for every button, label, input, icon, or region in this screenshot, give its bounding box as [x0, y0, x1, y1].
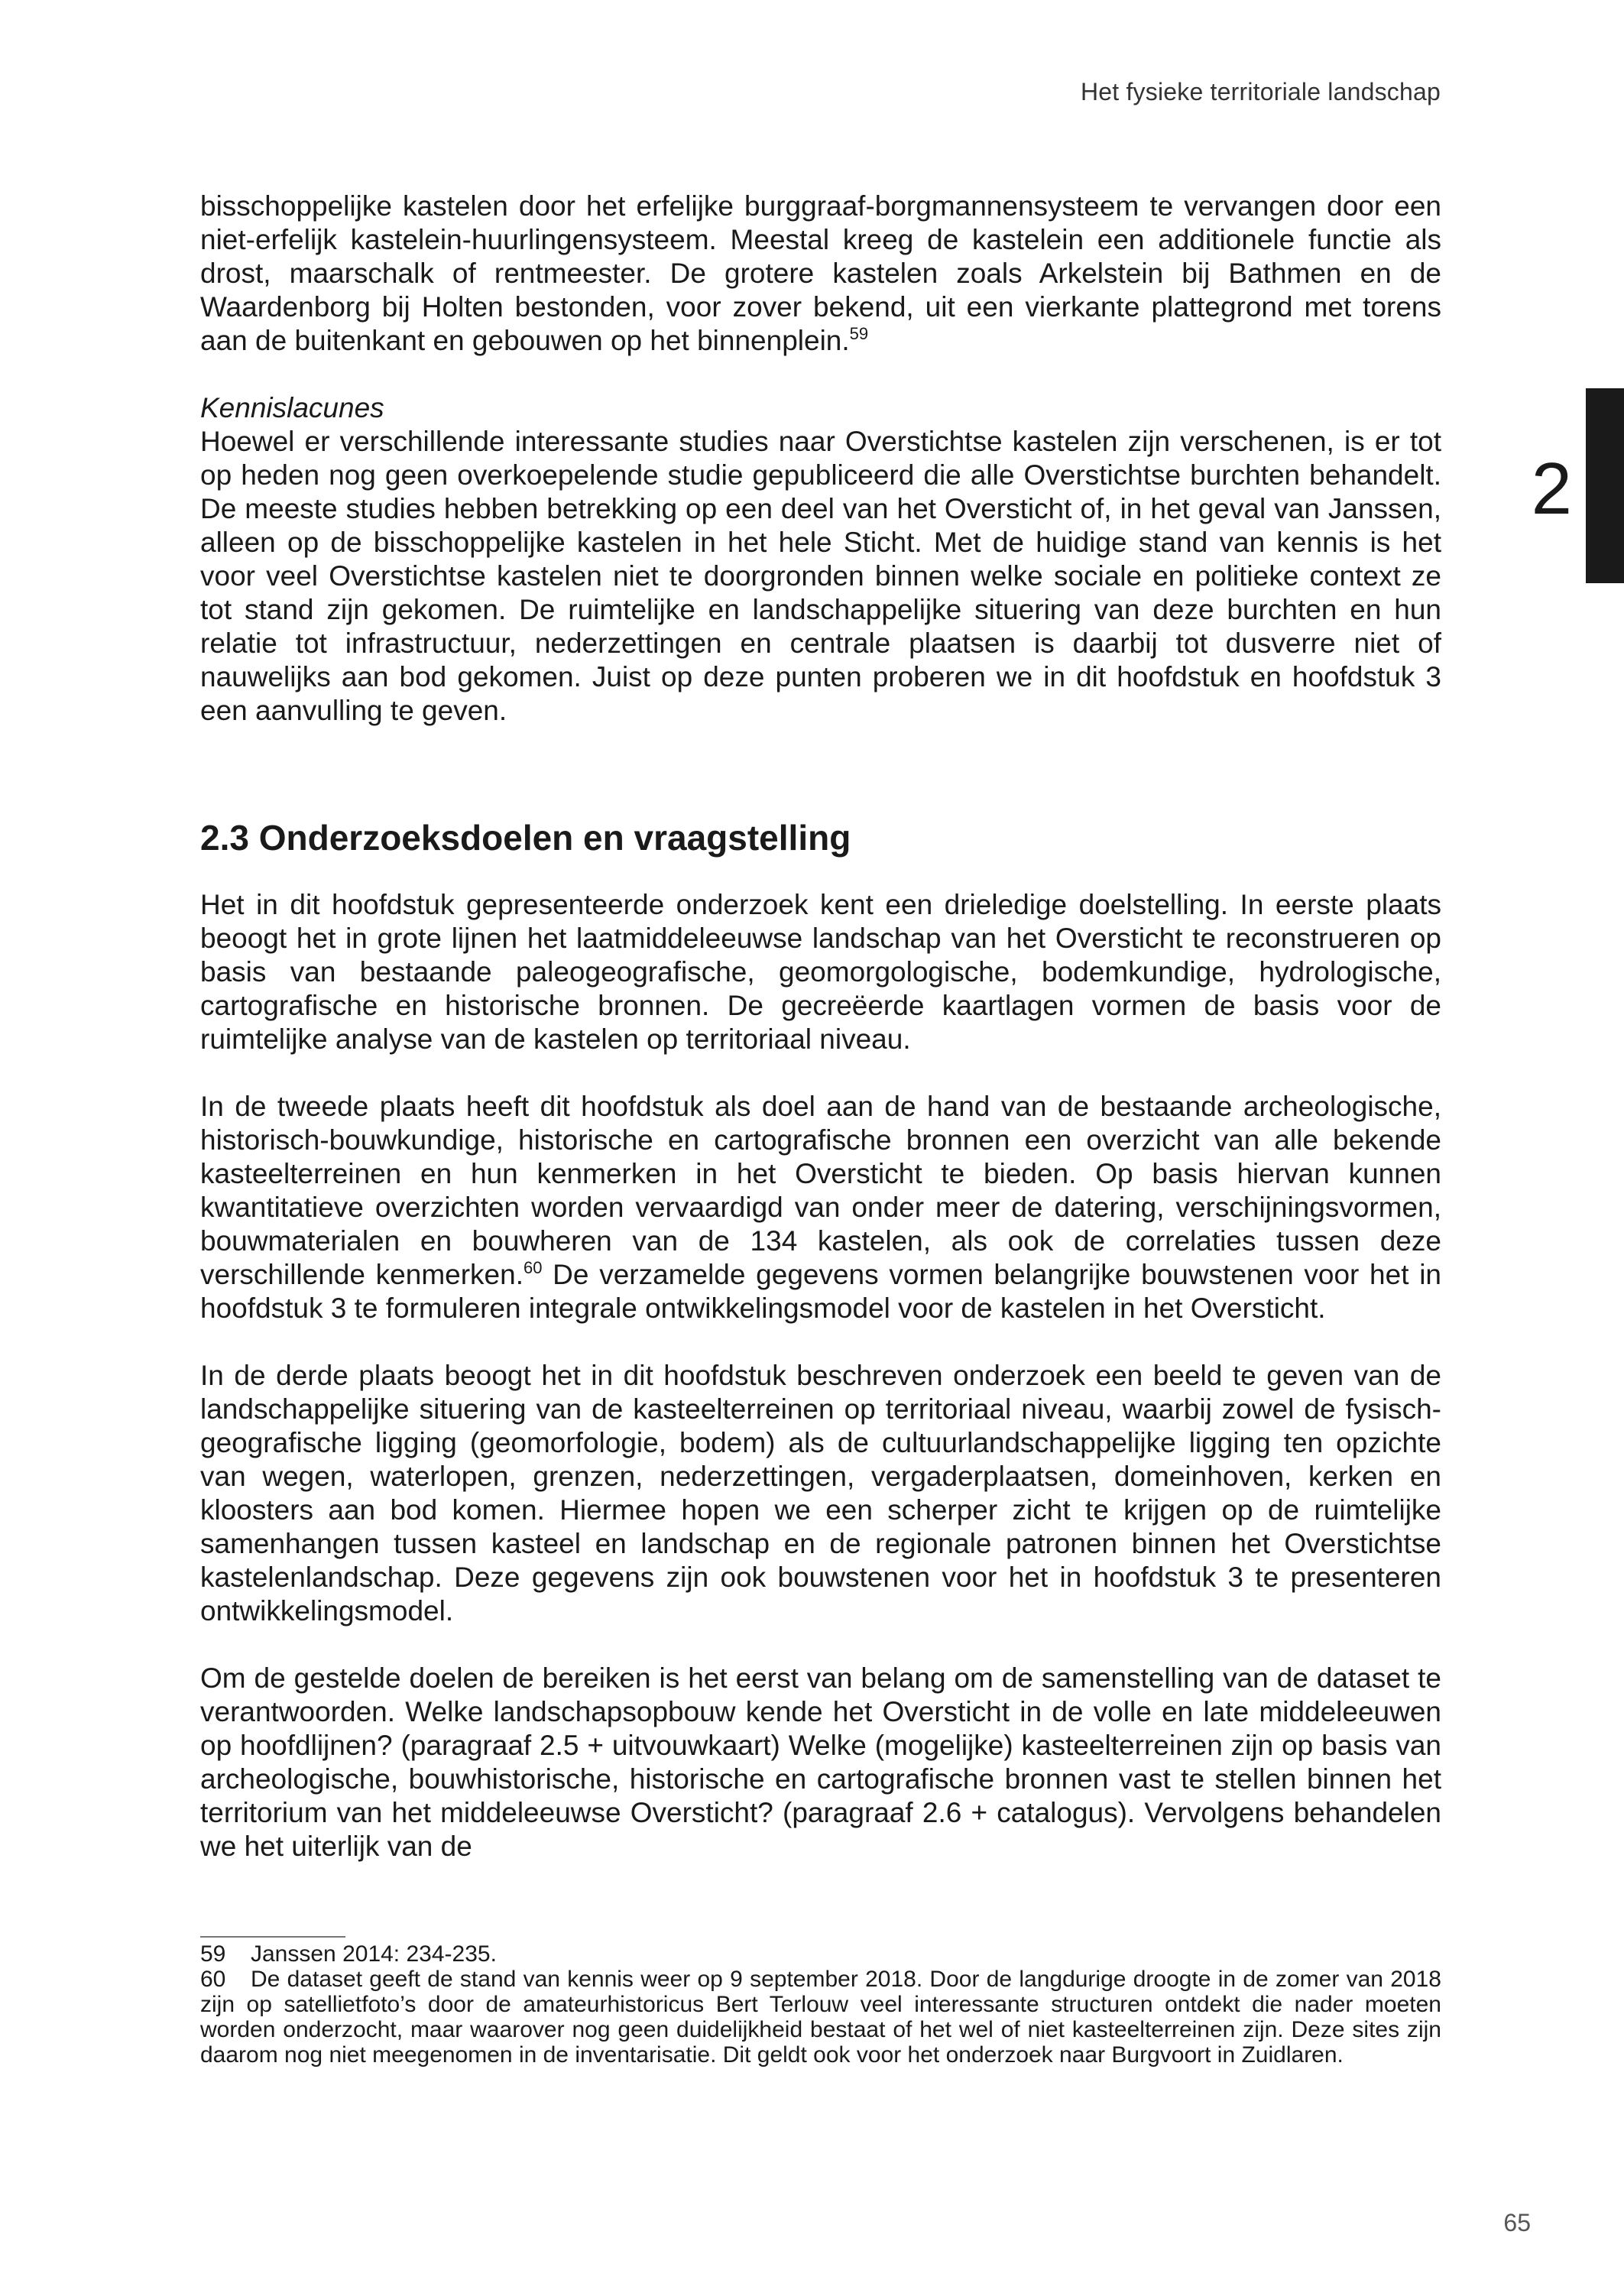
page-number: 65	[1503, 2209, 1531, 2236]
footnote-reference[interactable]: 59	[849, 324, 869, 343]
footnote-number: 59	[200, 1941, 226, 1967]
chapter-number: 2	[1531, 448, 1572, 530]
running-header-title: Het fysieke territoriale landschap	[1080, 78, 1441, 105]
paragraph-text: De verzamelde gegevens vormen belangrijke bouwstenen voor het in hoofdstuk 3 te formuleren integrale ontwikkelingsmodel voor de kastelen in het Oversticht.	[200, 1259, 1442, 1324]
paragraph-text: In de tweede plaats heeft dit hoofdstuk als doel aan de hand van de bestaande archeologische, historisch-bouwkundige, historische en cartografische bronnen een overzicht van alle bekende kasteelterreinen en hun kenmerken in het Oversticht te bieden. Op basis hiervan kunnen kwantitatieve overzichten worden vervaardigd van onder meer de datering, verschijningsvormen, bouwmaterialen en bouwheren van de 134 kastelen, als ook de correlaties tussen deze verschillende kenmerken.	[200, 1091, 1441, 1290]
footnote-number: 60	[200, 1967, 226, 1992]
main-text	[200, 190, 1441, 1863]
footnote-reference[interactable]: 60	[523, 1258, 543, 1277]
chapter-thumb-tab	[1586, 388, 1624, 583]
paragraph-goal-one: Het in dit hoofdstuk gepresenteerde onderzoek kent een drieledige doelstelling. In eerste plaats beoogt het in grote lijnen het laatmiddeleeuwse landschap van het Oversticht te reconstrueren op basis van bestaande paleogeografische, geomorgologische, bodemkundige, hydrologische, cartografische en historische bronnen. De gecreëerde kaartlagen vormen de basis voor de ruimtelijke analyse van de kastelen op territoriaal niveau.	[200, 889, 1441, 1055]
paragraph-goal-two	[200, 1090, 1441, 1325]
paragraph-goal-three: In de derde plaats beoogt het in dit hoofdstuk beschreven onderzoek een beeld te geven van de landschappelijke situering van de kasteelterreinen op territoriaal niveau, waarbij zowel de fysisch-geografische ligging (geomorfologie, bodem) als de cultuurlandschappelijke ligging ten opzichte van wegen, waterlopen, grenzen, nederzettingen, vergaderplaatsen, domeinhoven, kerken en kloosters aan bod komen. Hiermee hopen we een scherper zicht te krijgen op de ruimtelijke samenhangen tussen kasteel en landschap en de regionale patronen binnen het Overstichtse kastelenlandschap. Deze gegevens zijn ook bouwstenen voor het in hoofdstuk 3 te presenteren ontwikkelingsmodel.	[200, 1360, 1441, 1627]
footnote-59	[200, 1941, 1441, 1967]
paragraph-knowledge-gaps: Hoewel er verschillende interessante studies naar Overstichtse kastelen zijn verschenen, is er tot op heden nog geen overkoepelende studie gepubliceerd die alle Overstichtse burchten behandelt. De meeste studies hebben betrekking op een deel van het Oversticht of, in het geval van Janssen, alleen op de bisschoppelijke kastelen in het hele Sticht. Met de huidige stand van kennis is het voor veel Overstichtse kastelen niet te doorgronden binnen welke sociale en politieke context ze tot stand zijn gekomen. De ruimtelijke en landschappelijke situering van deze burchten en hun relatie tot infrastructuur, nederzettingen en centrale plaatsen is daarbij tot dusverre niet of nauwelijks aan bod gekomen. Juist op deze punten proberen we in dit hoofdstuk en hoofdstuk 3 een aanvulling te geven.	[200, 426, 1441, 726]
subheading-kennislacunes: Kennislacunes	[200, 392, 384, 423]
paragraph-method: Om de gestelde doelen de bereiken is het eerst van belang om de samenstelling van de dataset te verantwoorden. Welke landschapsopbouw kende het Oversticht in de volle en late middeleeuwen op hoofdlijnen? (paragraaf 2.5 + uitvouwkaart) Welke (mogelijke) kasteelterreinen zijn op basis van archeologische, bouwhistorische, historische en cartografische bronnen vast te stellen binnen het territorium van het middeleeuwse Oversticht? (paragraaf 2.6 + catalogus). Vervolgens behandelen we het uiterlijk van de	[200, 1662, 1441, 1862]
footnote-divider	[200, 1936, 345, 1938]
footnote-60	[200, 1967, 1441, 2068]
footnotes	[200, 1941, 1441, 2068]
section-title: 2.3 Onderzoeksdoelen en vraagstelling	[200, 818, 851, 858]
footnote-text: De dataset geeft de stand van kennis weer op 9 september 2018. Door de langdurige droogte in de zomer van 2018 zijn op satellietfoto’s door de amateurhistoricus Bert Terlouw veel interessante structuren ontdekt die nader moeten worden onderzocht, maar waarover nog geen duidelijkheid bestaat of het wel of niet kasteelterreinen zijn. Deze sites zijn daarom nog niet meegenomen in de inventarisatie. Dit geldt ook voor het onderzoek naar Burgvoort in Zuidlaren.	[200, 1967, 1441, 2068]
paragraph-castles-continued	[200, 190, 1441, 358]
paragraph-text: bisschoppelijke kastelen door het erfelijke burggraaf-borgmannensysteem te vervangen door een niet-erfelijk kastelein-huurlingensysteem. Meestal kreeg de kastelein een additionele functie als drost, maarschalk of rentmeester. De grotere kastelen zoals Arkelstein bij Bathmen en de Waardenborg bij Holten bestonden, voor zover bekend, uit een vierkante plattegrond met torens aan de buitenkant en gebouwen op het binnenplein.	[200, 190, 1441, 356]
footnote-text: Janssen 2014: 234-235.	[251, 1941, 497, 1967]
